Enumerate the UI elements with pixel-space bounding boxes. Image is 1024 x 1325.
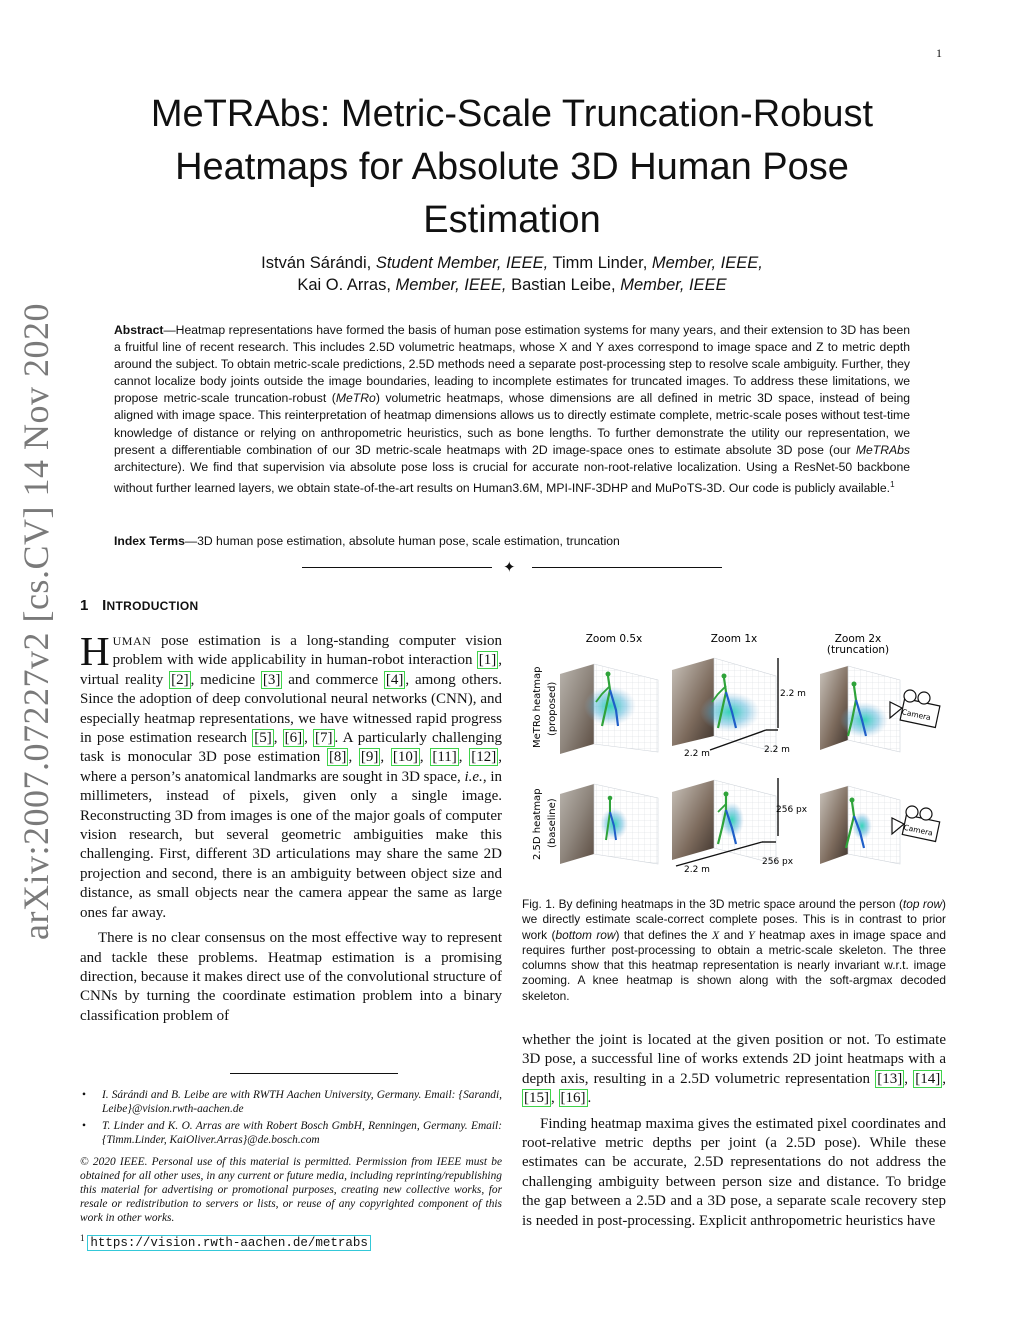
author-role: Member, IEEE — [620, 276, 727, 294]
copyright-notice: © 2020 IEEE. Personal use of this material is permitted. Permission from IEEE must be obtained for all other uses, in any current or future media, including reprinting/republishing this material for advertising or promotional purposes, creating new collective works, for resale or redistribution to servers or lists, or reuse of any copyrighted component of this work in other works. — [80, 1156, 502, 1224]
figure-row-label: (baseline) — [547, 798, 558, 848]
caption-text: Fig. 1. By defining heatmaps in the 3D metric space around the person ( — [522, 897, 903, 911]
drop-cap: H — [80, 628, 110, 674]
author-name: István Sárándi, — [261, 254, 372, 272]
body-text: , — [380, 749, 391, 766]
index-terms-text: —3D human pose estimation, absolute human pose, scale estimation, truncation — [184, 534, 620, 548]
dimension-label: 256 px — [776, 805, 808, 815]
author-role: Member, IEEE, — [395, 276, 507, 294]
separator-line — [532, 567, 722, 568]
citation-link[interactable]: [10] — [392, 749, 418, 766]
abstract-term: MeTRAbs — [855, 442, 910, 457]
body-text: , among others. Since the adoption of deep convolutional neural networks (CNN), and especially heatmap representations, we have witnessed rapid progress in pose estimation research — [80, 671, 503, 747]
abstract-term: MeTRo — [335, 391, 376, 406]
figure-caption — [522, 897, 946, 1004]
body-text: , virtual reality — [80, 652, 502, 688]
camera-label: Camera — [902, 822, 934, 838]
heatmap-panel — [672, 658, 778, 752]
body-text: , — [551, 1090, 559, 1107]
figure-col-label: Zoom 2x — [834, 633, 882, 645]
body-text: , — [304, 730, 314, 747]
heatmap-panel — [820, 666, 900, 752]
separator-diamond-icon: ✦ — [503, 560, 516, 576]
smallcaps-text: UMAN — [112, 634, 152, 648]
author-role: Student Member, IEEE, — [375, 254, 549, 272]
figure-row-label: (proposed) — [547, 681, 558, 736]
body-paragraph — [522, 1031, 946, 1109]
body-text: . A particularly challenging task is monocular 3D pose estimation — [80, 730, 502, 766]
section-title: NTRODUCTION — [106, 599, 199, 613]
citation-link[interactable]: [14] — [915, 1070, 941, 1087]
author-list — [90, 252, 934, 296]
dimension-label: 2.2 m — [764, 745, 790, 755]
citation-link[interactable]: [13] — [877, 1070, 903, 1087]
body-text: , — [942, 1070, 946, 1087]
citation-link[interactable]: [12] — [471, 749, 497, 766]
citation-link[interactable]: [2] — [171, 671, 189, 688]
body-text: and commerce — [282, 671, 384, 688]
heatmap-panel — [560, 664, 658, 754]
section-title: I — [102, 597, 107, 614]
abstract-text: ) volumetric heatmaps, whose dimensions are all defined in metric 3D space, instead of being aligned with image space. This reinterpretation of heatmap dimensions allows us to directly estimate complete, metric-scale poses without test-time knowledge of distance or relying on anthropometric heuristics, such as bone lengths. To further demonstrate the utility our representation, we present a differentiable combination of our 3D metric-scale heatmaps with 2D image-space ones to estimate absolute 3D pose (our — [114, 391, 911, 457]
paper-title: MeTRAbs: Metric-Scale Truncation-Robust Heatmaps for Absolute 3D Human Pose Estimation — [150, 93, 874, 241]
body-text: . — [587, 1090, 592, 1107]
section-heading — [80, 597, 199, 614]
camera-label: Camera — [900, 707, 932, 723]
caption-text: bottom row — [555, 927, 616, 942]
caption-text: ) we directly estimate scale-correct complete poses. This is in contrast to prior work ( — [522, 897, 947, 942]
citation-link[interactable]: [16] — [560, 1090, 586, 1107]
citation-link[interactable]: [15] — [524, 1090, 549, 1107]
caption-text: and — [719, 927, 749, 942]
page-number: 1 — [936, 46, 942, 60]
affiliation-footnote — [80, 1088, 502, 1116]
abstract-label: Abstract — [114, 323, 164, 337]
body-text: , — [419, 749, 431, 766]
citation-link[interactable]: [11] — [432, 749, 457, 766]
figure-col-label: Zoom 0.5x — [585, 633, 643, 645]
body-text: , — [348, 749, 359, 766]
author-name: Timm Linder, — [552, 254, 648, 272]
footnote-text: I. Sárándi and B. Leibe are with RWTH Aachen University, Germany. Email: {Sarandi, Leibe}@vision.rwth-aachen.de — [102, 1089, 502, 1115]
figure-row-label: 2.5D heatmap — [532, 788, 543, 860]
separator-line — [302, 567, 492, 568]
heatmap-panel — [672, 778, 778, 866]
body-text: , — [273, 730, 283, 747]
abstract — [114, 322, 910, 497]
author-role: Member, IEEE, — [651, 254, 763, 272]
figure-col-label: Zoom 1x — [710, 633, 758, 645]
intro-paragraph: There is no clear consensus on the most effective way to represent and tackle these problems. Heatmap estimation is a promising direction, because it makes direct use of the convolutional structure of CNNs by turning the coordinate estimation problem into a binary classification problem of — [80, 930, 502, 1024]
dimension-label: 256 px — [762, 857, 794, 867]
body-text: , where a person’s anatomical landmarks are sought in 3D space, — [80, 749, 502, 785]
citation-link[interactable]: [5] — [254, 730, 272, 747]
index-terms-label: Index Terms — [114, 534, 185, 548]
figure-row-label: MeTRo heatmap — [532, 666, 543, 748]
affiliation-footnote — [80, 1119, 502, 1147]
bullet-icon: • — [82, 1120, 86, 1132]
author-name: Bastian Leibe, — [511, 276, 616, 294]
dimension-label: 2.2 m — [684, 865, 710, 875]
citation-link[interactable]: [6] — [284, 730, 303, 747]
body-paragraph: Finding heatmap maxima gives the estimated pixel coordinates and root-relative metric depths per joint (a 2.5D pose). While these estimates can be accurate, 2.5D representations do not address the challenging ambiguity between person size and distance. To bridge the gap between a 2.5D and a 3D pose, a separate scale recovery step is needed in post-processing. Explicit anthropometric heuristics have — [522, 1115, 946, 1229]
citation-link[interactable]: [9] — [360, 749, 379, 766]
caption-text: top row — [902, 897, 943, 911]
body-text: , medicine — [190, 671, 261, 688]
footnote-rule — [230, 1073, 398, 1074]
body-text: , — [458, 749, 470, 766]
left-column — [80, 628, 503, 1026]
caption-math: X — [712, 927, 720, 942]
right-column — [522, 1031, 946, 1231]
body-text: i.e. — [464, 768, 483, 785]
body-text: whether the joint is located at the given position or not. To estimate 3D pose, a successful line of works extends 2D joint heatmaps with a depth axis, resulting in a 2.5D volumetric representation — [522, 1032, 946, 1087]
citation-link[interactable]: [3] — [262, 671, 281, 688]
heatmap-panel — [560, 784, 658, 864]
dimension-label: 2.2 m — [780, 689, 806, 699]
bullet-icon: • — [82, 1089, 86, 1101]
arxiv-stamp: arXiv:2007.07227v2 [cs.CV] 14 Nov 2020 — [16, 303, 56, 940]
abstract-text: —Heatmap representations have formed the basis of human pose estimation systems for many years, and their extension to 3D has been a fruitful line of recent research. This includes 2.5D volumetric heatmaps, whose X and Y axes correspond to image space and Z to metric depth around the subject. To obtain metric-scale predictions, 2.5D methods need a separate post-processing step to resolve scale ambiguity. Further, they cannot localize body joints outside the image boundaries, leading to incomplete estimates for truncated images. To address these limitations, we propose metric-scale truncation-robust ( — [114, 323, 910, 406]
figure-col-label: (truncation) — [826, 644, 890, 656]
figure-1-graphic — [518, 628, 946, 890]
body-text: pose estimation is a long-standing computer vision problem with wide applicability in human-robot interaction — [112, 633, 502, 669]
body-text: , — [904, 1070, 914, 1087]
code-url-link[interactable]: https://vision.rwth-aachen.de/metrabs — [87, 1235, 371, 1251]
dimension-label: 2.2 m — [684, 749, 710, 759]
footnote-text: T. Linder and K. O. Arras are with Robert Bosch GmbH, Renningen, Germany. Email: {Timm.Linder, KaiOliver.Arras}@de.bosch.com — [102, 1120, 502, 1146]
caption-text: heatmap axes in image space and requires further post-processing to obtain a metric-scale skeleton. The three columns show that this heatmap representation is nearly invariant w.r.t. image zooming. A knee heatmap is shown along with the soft-argmax decoded skeleton. — [522, 927, 946, 1003]
intro-paragraph — [80, 628, 503, 923]
caption-text: ) that defines the — [615, 927, 712, 942]
caption-math: Y — [748, 927, 755, 942]
citation-link[interactable]: [4] — [385, 671, 404, 688]
figure-1 — [518, 628, 946, 890]
body-text: , in millimeters, instead of pixels, given only a single image. Reconstructing 3D from images is one of the major goals of computer vision research, but several geometric ambiguities make this challenging. First, different 3D articulations may share the same 2D projection and second, there is an ambiguity between object size and distance, as small objects near the camera appear the same as large ones far away. — [80, 768, 502, 921]
footnotes — [80, 1088, 502, 1225]
heatmap-panel — [820, 786, 900, 864]
footnote-mark: 1 — [890, 479, 895, 489]
author-name: Kai O. Arras, — [297, 276, 391, 294]
abstract-text: architecture). We find that supervision via absolute pose loss is crucial for accurate non-root-relative localization. Using a ResNet-50 backbone without further learned layers, we obtain state-of-the-art results on Human3.6M, MPI-INF-3DHP and MuPoTS-3D. Our code is publicly available. — [114, 459, 910, 495]
url-footnote — [80, 1233, 371, 1250]
citation-link[interactable]: [8] — [328, 749, 347, 766]
section-number: 1 — [80, 597, 89, 614]
index-terms — [114, 533, 910, 550]
footnote-mark: 1 — [80, 1233, 85, 1243]
citation-link[interactable]: [1] — [478, 652, 497, 669]
citation-link[interactable]: [7] — [315, 730, 333, 747]
